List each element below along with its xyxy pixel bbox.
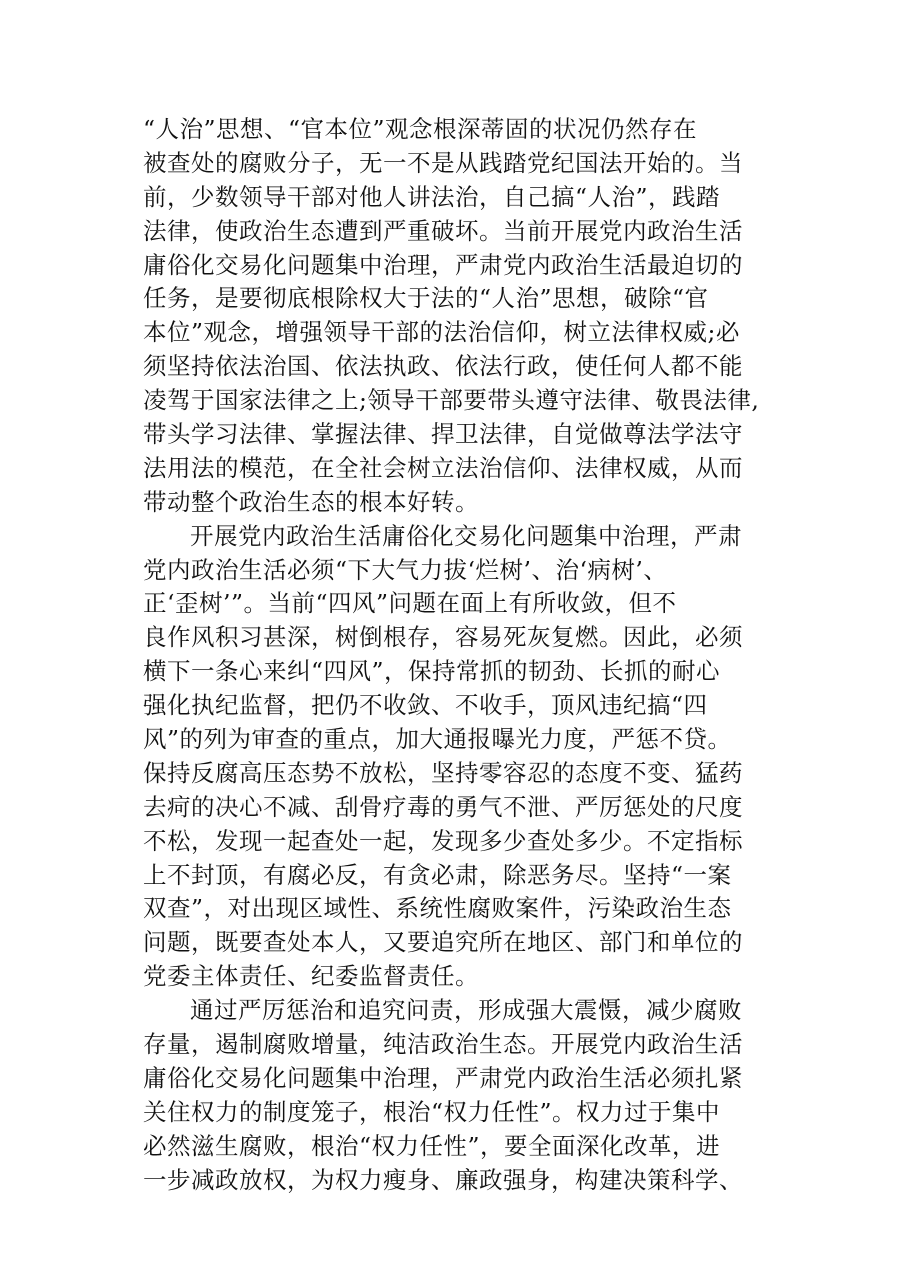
text-line: 法用法的模范，在全社会树立法治信仰、法律权威，从而 [143, 453, 743, 482]
text-line: 存量，遏制腐败增量，纯洁政治生态。开展党内政治生活 [143, 1030, 743, 1059]
text-line: 带头学习法律、掌握法律、捍卫法律，自觉做尊法学法守 [143, 420, 743, 449]
text-line: 任务，是要彻底根除权大于法的“人治”思想，破除“官 [143, 284, 709, 313]
text-line: 带动整个政治生态的根本好转。 [143, 487, 479, 516]
text-line: 必然滋生腐败，根治“权力任性”，要全面深化改革，进 [143, 1131, 721, 1160]
text-line: 良作风积习甚深，树倒根存，容易死灰复燃。因此，必须 [143, 623, 743, 652]
text-line: 本位”观念，增强领导干部的法治信仰，树立法律权威;必 [143, 318, 740, 347]
text-line: 不松，发现一起查处一起，发现多少查处多少。不定指标 [143, 826, 743, 855]
text-line: 问题，既要查处本人，又要追究所在地区、部门和单位的 [143, 928, 743, 957]
text-line: 双查”，对出现区域性、系统性腐败案件，污染政治生态 [143, 894, 732, 923]
text-line: 横下一条心来纠“四风”，保持常抓的韧劲、长抓的耐心 [143, 657, 721, 686]
body-text [143, 113, 803, 1198]
text-line: 风”的列为审查的重点，加大通报曝光力度，严惩不贷。 [143, 725, 732, 754]
text-line: 上不封顶，有腐必反，有贪必肃，除恶务尽。坚持“一案 [143, 860, 732, 889]
text-line: 一步减政放权，为权力瘦身、廉政强身，构建决策科学、 [143, 1165, 743, 1194]
text-line: 去疴的决心不减、刮骨疗毒的勇气不泄、严厉惩处的尺度 [143, 792, 743, 821]
text-line: 强化执纪监督，把仍不收敛、不收手，顶风违纪搞“四 [143, 691, 708, 720]
text-line: 正‘歪树’”。当前“四风”问题在面上有所收敛，但不 [143, 589, 677, 618]
text-line: 法律，使政治生态遭到严重破坏。当前开展党内政治生活 [143, 216, 743, 245]
text-line: 凌驾于国家法律之上;领导干部要带头遵守法律、敬畏法律, [143, 386, 760, 415]
text-line: 须坚持依法治国、依法执政、依法行政，使任何人都不能 [143, 352, 743, 381]
text-line: 前，少数领导干部对他人讲法治，自己搞“人治”，践踏 [143, 182, 721, 211]
text-line: “人治”思想、“官本位”观念根深蒂固的状况仍然存在 [143, 115, 698, 143]
text-line: 庸俗化交易化问题集中治理，严肃党内政治生活最迫切的 [143, 250, 743, 279]
text-line: 党委主体责任、纪委监督责任。 [143, 962, 479, 991]
text-line: 保持反腐高压态势不放松，坚持零容忍的态度不变、猛药 [143, 758, 743, 787]
text-line: 党内政治生活必须“下大气力拔‘烂树’、治‘病树’、 [143, 555, 668, 584]
paragraph-first-line: 通过严厉惩治和追究问责，形成强大震慑，减少腐败 [190, 996, 742, 1025]
text-line: 关住权力的制度笼子，根治“权力任性”。权力过于集中 [143, 1097, 721, 1126]
text-line: 被查处的腐败分子，无一不是从践踏党纪国法开始的。当 [143, 148, 743, 177]
paragraph-first-line: 开展党内政治生活庸俗化交易化问题集中治理，严肃 [190, 521, 742, 550]
text-line: 庸俗化交易化问题集中治理，严肃党内政治生活必须扎紧 [143, 1063, 743, 1092]
